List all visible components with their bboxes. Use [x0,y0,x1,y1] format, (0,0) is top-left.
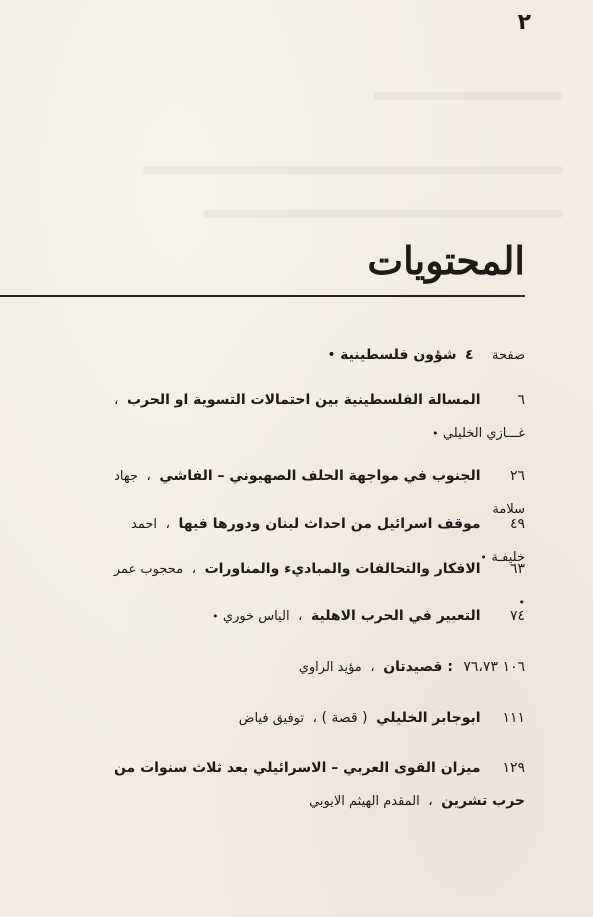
entry-separator: ، [165,516,171,532]
bleed-through-1 [373,92,563,100]
entry-page-number: ٦٣ [509,561,525,577]
bleed-through-3 [203,210,563,218]
entry-dot: • [480,551,487,564]
entry-separator: ، [298,608,303,624]
toc-entry [105,600,525,633]
entry-page-number: ١٠٦ ٧٦،٧٣ [463,659,525,675]
entry-page-number: ١٢٩ [502,760,525,776]
entry-title: الجنوب في مواجهة الحلف الصهيوني – الفاشي [159,468,481,484]
entry-author: جهاد سلامة [114,469,525,517]
entry-author: المقدم الهيثم الايوبي [309,794,420,809]
entry-title: : قصيدتان [383,659,453,675]
entry-dot: • [431,427,439,440]
section-heading [327,347,525,363]
entry-page-number: ٤٩ [509,516,525,532]
entry-title: موقف اسرائيل من احداث لبنان ودورها فيها [178,516,481,532]
entry-separator: ، [428,793,433,809]
title-rule [0,295,525,297]
page-word: صفحة [492,348,525,363]
entry-title: ميزان القوى العربي – الاسرائيلي بعد ثلاث سنوات من حرب تشرين [113,760,525,809]
entry-separator: ، [191,561,197,577]
toc-entry [105,702,525,735]
entry-author: توفيق فياض [238,711,305,726]
entry-separator: ، [370,659,375,675]
entry-page-number: ٦ [517,392,525,408]
entry-title: ابوجابر الخليلي [376,710,481,726]
toc-entry [105,384,525,450]
entry-page-number: ١١١ [502,710,525,726]
toc-entry [105,651,525,684]
entry-separator: ، [113,392,119,408]
entry-separator: ( قصة ) ، [312,710,368,726]
entry-title: التعبير في الحرب الاهلية [311,608,481,624]
entry-dot: • [211,610,219,623]
toc-entry [105,752,525,818]
entry-title: المسالة الفلسطينية بين احتمالات التسوية او الحرب [126,392,481,408]
entry-title: الافكار والتحالفات والمباديء والمناورات [204,561,481,577]
entry-author: احمد خليفـة [131,517,525,565]
entry-author: الياس خوري [222,609,290,624]
toc-title: المحتويات [367,238,525,283]
bleed-through-2 [143,166,563,174]
entry-separator: ، [146,468,151,484]
entry-author: مؤيد الراوي [298,660,362,675]
page-number: ٢ [517,10,531,35]
entry-dot: • [518,596,525,609]
entry-author: غـــازي الخليلي [442,426,525,441]
section-page-number: ٤ [465,347,474,363]
section-dot: • [327,347,336,363]
entry-author: محجوب عمر [113,562,184,577]
section-title: شؤون فلسطينية [340,347,457,363]
entry-page-number: ٢٦ [509,468,525,484]
entry-page-number: ٧٤ [509,608,525,624]
